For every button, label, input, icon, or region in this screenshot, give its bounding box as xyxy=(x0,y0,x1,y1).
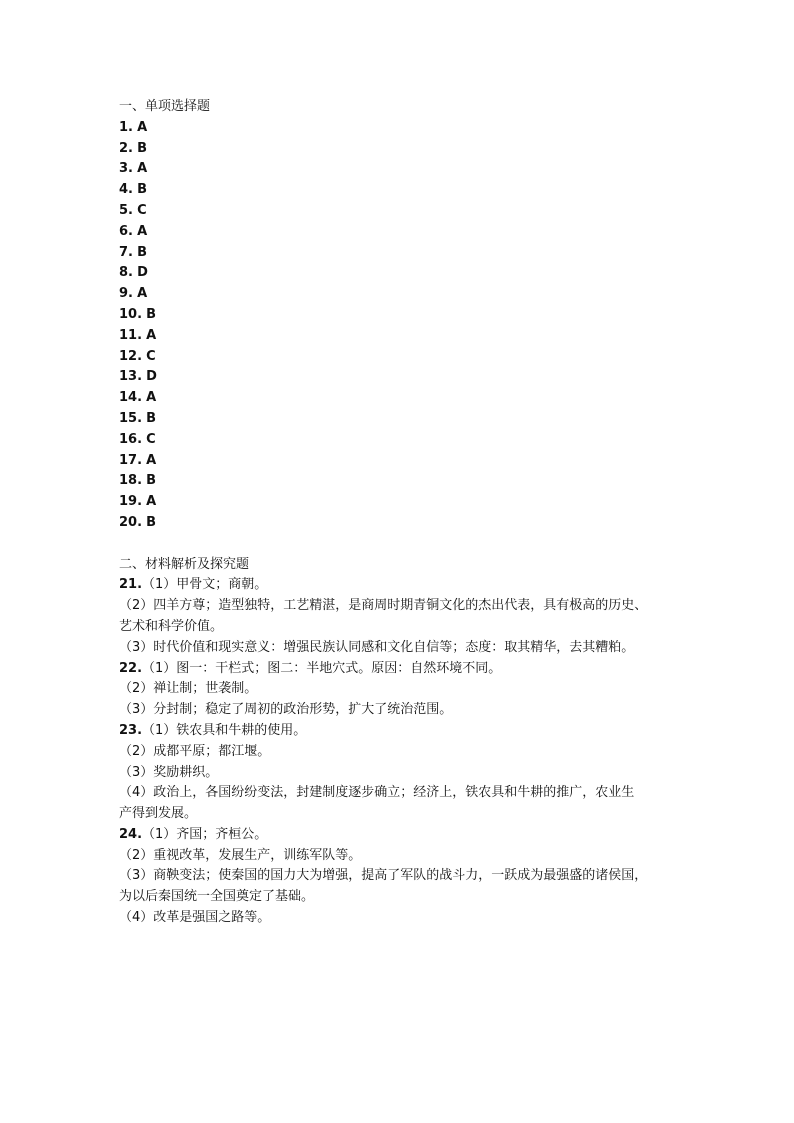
answer-letter: A xyxy=(137,223,148,239)
answer-item xyxy=(119,284,694,305)
question-number: 13. xyxy=(119,369,143,385)
answer-letter: C xyxy=(137,202,147,218)
question-number: 24. xyxy=(119,826,143,842)
answer-letter: A xyxy=(137,161,148,177)
answer-text: （2）重视改革，发展生产，训练军队等。 xyxy=(119,847,362,863)
answer-letter: B xyxy=(137,140,148,156)
answer-item xyxy=(119,243,694,264)
answer-line xyxy=(119,679,694,700)
answer-line xyxy=(119,700,694,721)
question-number: 17. xyxy=(119,452,143,468)
answer-text: 为以后秦国统一全国奠定了基础。 xyxy=(119,889,315,905)
question-number: 9. xyxy=(119,286,133,302)
answer-line xyxy=(119,825,694,846)
answer-letter: B xyxy=(137,244,148,260)
answer-item xyxy=(119,180,694,201)
answer-item xyxy=(119,201,694,222)
answer-line xyxy=(119,638,694,659)
answer-text: （2）四羊方尊；造型独特，工艺精湛，是商周时期青铜文化的杰出代表，具有极高的历史、 xyxy=(119,598,648,614)
answer-line xyxy=(119,659,694,680)
question-number: 22. xyxy=(119,660,143,676)
answer-text: （4）改革是强国之路等。 xyxy=(119,910,271,926)
answer-letter: C xyxy=(146,431,156,447)
answer-item xyxy=(119,222,694,243)
answer-text: 产得到发展。 xyxy=(119,806,198,822)
answer-text: （3）奖励耕织。 xyxy=(119,764,219,780)
question-number: 7. xyxy=(119,244,133,260)
answer-line xyxy=(119,846,694,867)
answer-item xyxy=(119,118,694,139)
answer-text: （2）成都平原；都江堰。 xyxy=(119,743,271,759)
question-number: 5. xyxy=(119,202,133,218)
answer-letter: B xyxy=(146,473,157,489)
answer-letter: B xyxy=(146,410,157,426)
answer-item xyxy=(119,513,694,534)
answer-item xyxy=(119,159,694,180)
answer-item xyxy=(119,305,694,326)
answer-letter: C xyxy=(146,348,156,364)
question-number: 2. xyxy=(119,140,133,156)
answer-item xyxy=(119,492,694,513)
answer-letter: A xyxy=(146,452,157,468)
answer-item xyxy=(119,471,694,492)
answer-letter: A xyxy=(146,390,157,406)
answer-key xyxy=(119,97,694,929)
answer-letter: A xyxy=(137,119,148,135)
answer-line xyxy=(119,596,694,617)
question-number: 12. xyxy=(119,348,143,364)
answer-line xyxy=(119,742,694,763)
question-number: 11. xyxy=(119,327,143,343)
answer-letter: A xyxy=(146,494,157,510)
answer-line xyxy=(119,866,694,887)
question-number: 23. xyxy=(119,722,143,738)
answer-item xyxy=(119,367,694,388)
answer-text: 艺术和科学价值。 xyxy=(119,618,224,634)
answer-text: （3）商鞅变法；使秦国的国力大为增强，提高了军队的战斗力，一跃成为最强盛的诸侯国， xyxy=(119,868,648,884)
question-number: 14. xyxy=(119,390,143,406)
section-heading-multiple-choice: 一、单项选择题 xyxy=(119,99,211,114)
question-number: 8. xyxy=(119,265,133,281)
answer-item xyxy=(119,388,694,409)
answer-line xyxy=(119,763,694,784)
answer-text: （2）禅让制；世袭制。 xyxy=(119,681,258,697)
answer-item xyxy=(119,263,694,284)
answer-text: （1）甲骨文；商朝。 xyxy=(142,577,268,593)
answer-item xyxy=(119,326,694,347)
answer-item xyxy=(119,451,694,472)
question-number: 6. xyxy=(119,223,133,239)
answer-text: （1）齐国；齐桓公。 xyxy=(142,826,268,842)
question-number: 3. xyxy=(119,161,133,177)
answer-item xyxy=(119,430,694,451)
question-number: 18. xyxy=(119,473,143,489)
answer-letter: A xyxy=(146,327,157,343)
answer-item xyxy=(119,139,694,160)
answer-item xyxy=(119,409,694,430)
question-number: 20. xyxy=(119,514,143,530)
answer-line xyxy=(119,804,694,825)
answer-line xyxy=(119,887,694,908)
answer-text: （3）分封制；稳定了周初的政治形势，扩大了统治范围。 xyxy=(119,702,453,718)
question-number: 21. xyxy=(119,577,143,593)
answer-item xyxy=(119,347,694,368)
question-number: 15. xyxy=(119,410,143,426)
section-heading-material-analysis: 二、材料解析及探究题 xyxy=(119,556,250,572)
answer-line xyxy=(119,575,694,596)
answer-letter: B xyxy=(146,514,157,530)
question-number: 19. xyxy=(119,494,143,510)
answer-letter: B xyxy=(146,306,157,322)
question-number: 1. xyxy=(119,119,133,135)
answer-line xyxy=(119,783,694,804)
answer-text: （4）政治上，各国纷纷变法，封建制度逐步确立；经济上，铁农具和牛耕的推广，农业生 xyxy=(119,785,635,801)
answer-letter: D xyxy=(137,265,148,281)
answer-letter: B xyxy=(137,182,148,198)
answer-letter: D xyxy=(146,369,157,385)
answer-text: （1）铁农具和牛耕的使用。 xyxy=(142,722,307,738)
answer-line xyxy=(119,908,694,929)
question-number: 16. xyxy=(119,431,143,447)
section-spacer xyxy=(119,534,694,555)
answer-line xyxy=(119,721,694,742)
question-number: 10. xyxy=(119,306,143,322)
answer-text: （3）时代价值和现实意义：增强民族认同感和文化自信等；态度：取其精华，去其糟粕。 xyxy=(119,639,635,655)
answer-letter: A xyxy=(137,286,148,302)
answer-text: （1）图一：干栏式；图二：半地穴式。原因：自然环境不同。 xyxy=(142,660,502,676)
answer-line xyxy=(119,617,694,638)
question-number: 4. xyxy=(119,182,133,198)
